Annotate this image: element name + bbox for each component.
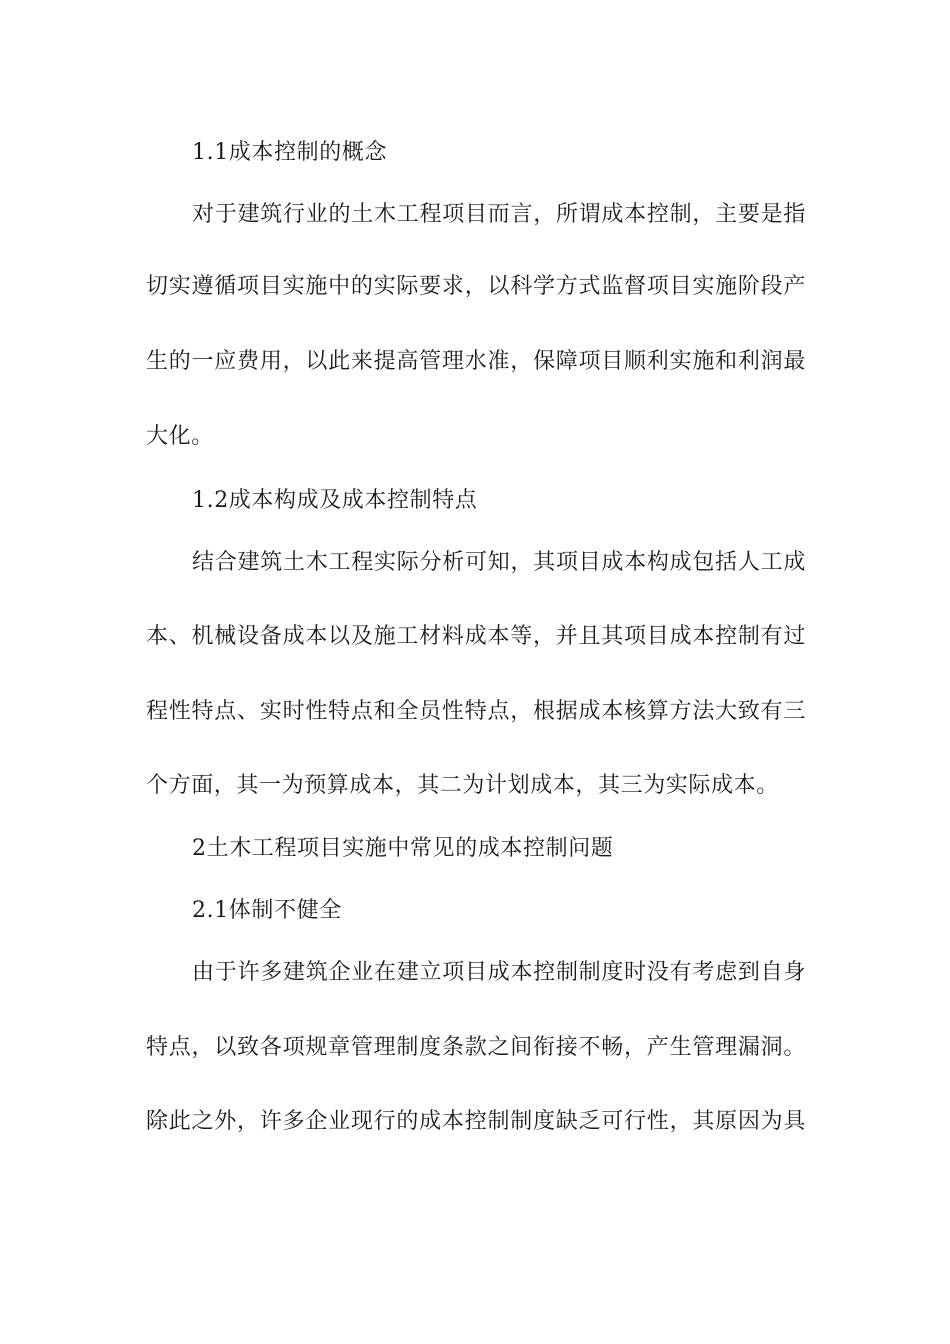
section-heading-1-1: 1.1成本控制的概念 bbox=[192, 140, 387, 165]
section-heading-1-2: 1.2成本构成及成本控制特点 bbox=[192, 488, 478, 513]
paragraph-line: 由于许多建筑企业在建立项目成本控制制度时没有考虑到自身 bbox=[192, 960, 806, 985]
paragraph-line: 本、机械设备成本以及施工材料成本等，并且其项目成本控制有过 bbox=[146, 624, 806, 649]
paragraph-line: 切实遵循项目实施中的实际要求，以科学方式监督项目实施阶段产 bbox=[146, 274, 806, 299]
section-heading-2-1: 2.1体制不健全 bbox=[192, 898, 342, 923]
paragraph-line: 生的一应费用，以此来提高管理水准，保障项目顺利实施和利润最 bbox=[146, 349, 806, 374]
paragraph-line: 特点，以致各项规章管理制度条款之间衔接不畅，产生管理漏洞。 bbox=[146, 1035, 806, 1060]
paragraph-line: 大化。 bbox=[146, 424, 214, 449]
paragraph-line: 程性特点、实时性特点和全员性特点，根据成本核算方法大致有三 bbox=[146, 699, 806, 724]
paragraph-line: 个方面，其一为预算成本，其二为计划成本，其三为实际成本。 bbox=[146, 773, 779, 798]
paragraph-line: 除此之外，许多企业现行的成本控制制度缺乏可行性，其原因为具 bbox=[146, 1109, 806, 1134]
paragraph-line: 对于建筑行业的土木工程项目而言，所谓成本控制，主要是指 bbox=[192, 202, 806, 227]
section-heading-2: 2土木工程项目实施中常见的成本控制问题 bbox=[192, 836, 614, 861]
paragraph-line: 结合建筑土木工程实际分析可知，其项目成本构成包括人工成 bbox=[192, 550, 806, 575]
